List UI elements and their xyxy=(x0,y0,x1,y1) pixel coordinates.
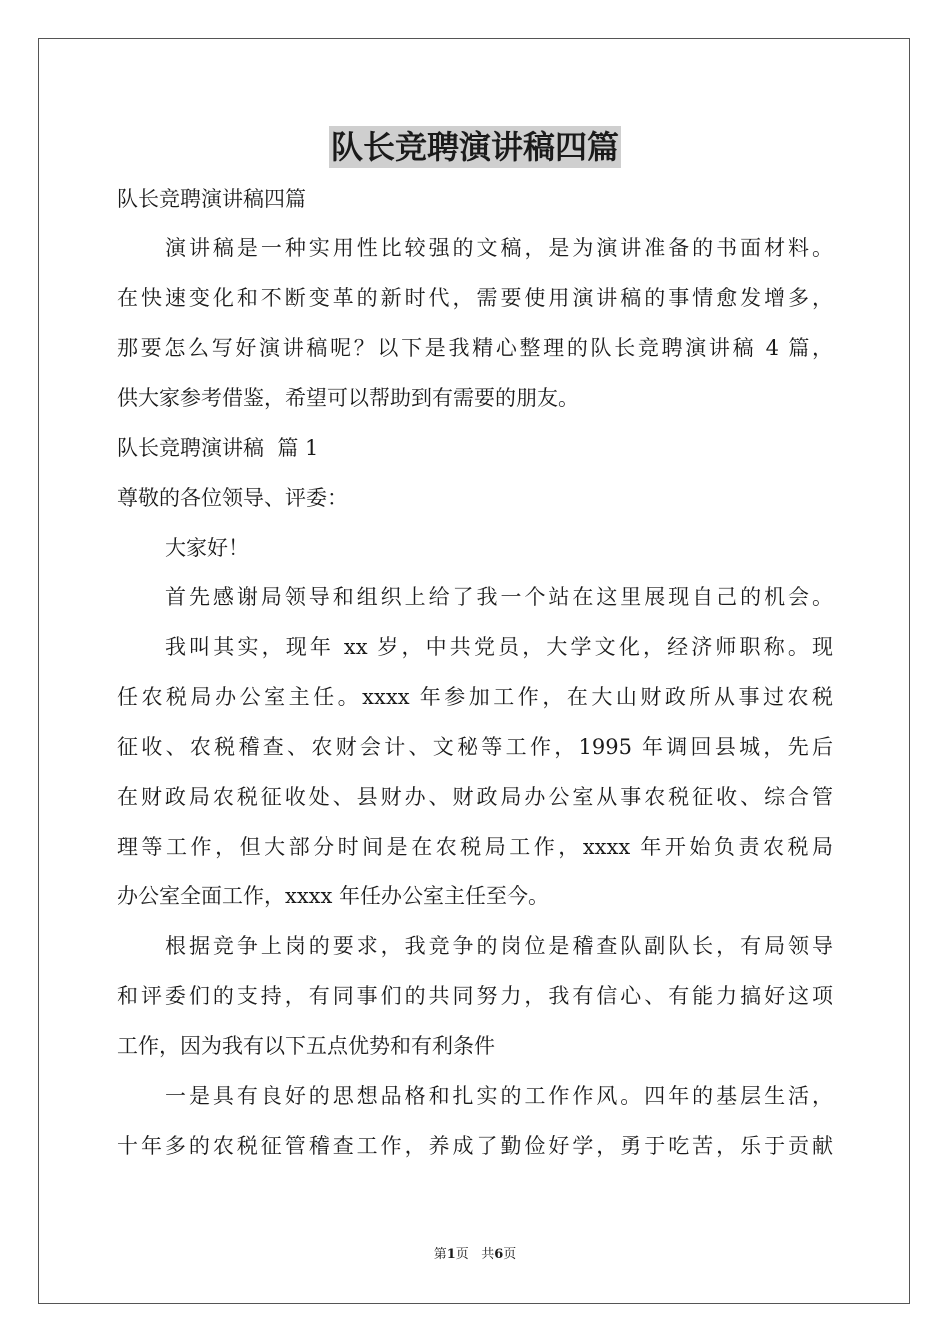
paragraph-line: 理等工作，但大部分时间是在农税局工作，xxxx 年开始负责农税局 xyxy=(117,835,833,859)
footer-page-total: 6 xyxy=(494,1247,504,1262)
paragraph-line: 和评委们的支持，有同事们的共同努力，我有信心、有能力搞好这项 xyxy=(117,984,833,1008)
paragraph-line: 那要怎么写好演讲稿呢？以下是我精心整理的队长竞聘演讲稿 4 篇， xyxy=(117,336,833,360)
paragraph-line: 在快速变化和不断变革的新时代，需要使用演讲稿的事情愈发增多， xyxy=(117,286,833,310)
footer-page-number: 1 xyxy=(446,1247,456,1262)
paragraph-line: 根据竞争上岗的要求，我竞争的岗位是稽查队副队长，有局领导 xyxy=(165,934,833,958)
paragraph-line: 征收、农税稽查、农财会计、文秘等工作，1995 年调回县城，先后 xyxy=(117,735,833,759)
footer-page-prefix: 第 xyxy=(433,1247,447,1262)
salutation: 尊敬的各位领导、评委： xyxy=(117,486,348,510)
paragraph-line: 工作，因为我有以下五点优势和有利条件 xyxy=(117,1034,495,1058)
footer-page-mid: 页 共 xyxy=(455,1247,495,1262)
document-title: 队长竞聘演讲稿四篇 xyxy=(330,128,619,166)
paragraph-line: 供大家参考借鉴，希望可以帮助到有需要的朋友。 xyxy=(117,386,579,410)
paragraph-line: 办公室全面工作，xxxx 年任办公室主任至今。 xyxy=(117,884,550,908)
page-border xyxy=(38,38,910,1304)
title-container xyxy=(0,126,950,168)
paragraph-line: 十年多的农税征管稽查工作，养成了勤俭好学，勇于吃苦，乐于贡献 xyxy=(117,1134,833,1158)
greeting: 大家好！ xyxy=(165,536,249,560)
section-heading: 队长竞聘演讲稿 篇 1 xyxy=(117,436,319,460)
paragraph-line: 我叫其实，现年 xx 岁，中共党员，大学文化，经济师职称。现 xyxy=(165,635,833,659)
paragraph-line: 演讲稿是一种实用性比较强的文稿，是为演讲准备的书面材料。 xyxy=(165,236,833,260)
paragraph-line: 任农税局办公室主任。xxxx 年参加工作，在大山财政所从事过农税 xyxy=(117,685,833,709)
paragraph-line: 在财政局农税征收处、县财办、财政局办公室从事农税征收、综合管 xyxy=(117,785,833,809)
paragraph-line: 首先感谢局领导和组织上给了我一个站在这里展现自己的机会。 xyxy=(165,585,833,609)
footer-page-suffix: 页 xyxy=(503,1247,517,1262)
document-subtitle: 队长竞聘演讲稿四篇 xyxy=(117,187,306,211)
paragraph-line: 一是具有良好的思想品格和扎实的工作作风。四年的基层生活， xyxy=(165,1084,833,1108)
page-footer xyxy=(0,1246,950,1264)
